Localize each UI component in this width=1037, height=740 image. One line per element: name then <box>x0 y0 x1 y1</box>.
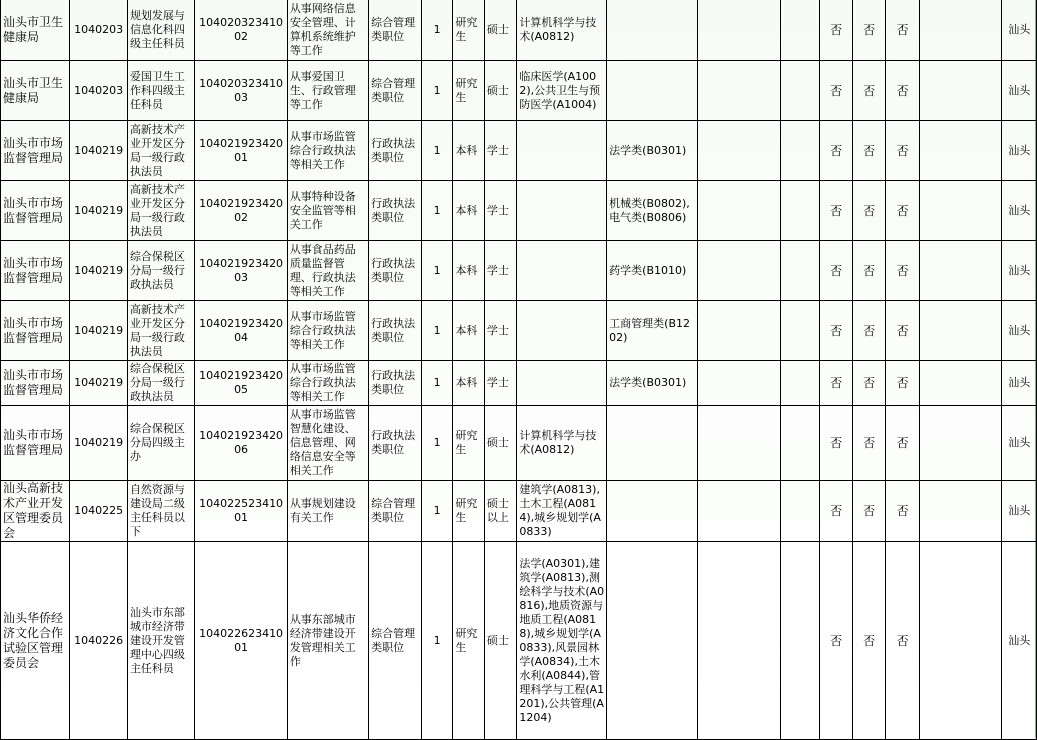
major-graduate-cell[interactable] <box>517 361 607 406</box>
table-row <box>1 542 1037 740</box>
table-row <box>1 481 1037 542</box>
major-bachelor-cell[interactable]: 药学类(B1010) <box>607 241 698 301</box>
post-code-cell[interactable]: 10402192342003 <box>195 241 287 301</box>
duty-cell[interactable]: 从事爱国卫生、行政管理等工作 <box>287 61 368 121</box>
major-graduate-cell[interactable] <box>517 301 607 361</box>
education-cell[interactable]: 本科 <box>453 241 485 301</box>
agency-cell[interactable]: 汕头市市场监督管理局 <box>1 406 70 481</box>
region-cell[interactable]: 汕头 <box>1002 301 1037 361</box>
major-graduate-cell[interactable]: 计算机科学与技术(A0812) <box>517 406 607 481</box>
category-cell[interactable]: 行政执法类职位 <box>369 181 422 241</box>
major-bachelor-cell[interactable]: 法学类(B0301) <box>607 121 698 181</box>
agency-cell[interactable]: 汕头市市场监督管理局 <box>1 181 70 241</box>
count-cell[interactable]: 1 <box>421 61 452 121</box>
post-code-cell[interactable]: 10402192342002 <box>195 181 287 241</box>
post-name-cell[interactable]: 汕头市东部城市经济带建设开发管理中心四级主任科员 <box>127 542 194 740</box>
condition-2-cell[interactable]: 否 <box>852 181 885 241</box>
region-cell[interactable]: 汕头 <box>1002 61 1037 121</box>
table-row <box>1 0 1037 61</box>
duty-cell[interactable]: 从事市场监管智慧化建设、信息管理、网络信息安全等相关工作 <box>287 406 368 481</box>
duty-cell[interactable]: 从事市场监管综合行政执法等相关工作 <box>287 121 368 181</box>
degree-cell[interactable]: 学士 <box>484 181 516 241</box>
agency-cell[interactable]: 汕头市卫生健康局 <box>1 0 70 61</box>
table-row <box>1 406 1037 481</box>
table-row <box>1 61 1037 121</box>
major-graduate-cell[interactable]: 临床医学(A1002),公共卫生与预防医学(A1004) <box>517 61 607 121</box>
count-cell[interactable]: 1 <box>421 481 452 542</box>
agency-cell[interactable]: 汕头市市场监督管理局 <box>1 241 70 301</box>
empty-cell[interactable] <box>781 542 820 740</box>
condition-1-cell[interactable]: 否 <box>820 181 853 241</box>
category-cell[interactable]: 综合管理类职位 <box>369 0 422 61</box>
count-cell[interactable]: 1 <box>421 542 452 740</box>
major-bachelor-cell[interactable] <box>607 406 698 481</box>
region-cell[interactable]: 汕头 <box>1002 542 1037 740</box>
duty-cell[interactable]: 从事市场监管综合行政执法等相关工作 <box>287 361 368 406</box>
condition-2-cell[interactable]: 否 <box>852 406 885 481</box>
condition-2-cell[interactable]: 否 <box>852 481 885 542</box>
empty-cell[interactable] <box>919 481 1002 542</box>
region-cell[interactable]: 汕头 <box>1002 481 1037 542</box>
post-code-cell[interactable]: 10402032341003 <box>195 61 287 121</box>
condition-2-cell[interactable]: 否 <box>852 0 885 61</box>
major-college-cell[interactable] <box>697 181 781 241</box>
condition-1-cell[interactable]: 否 <box>820 241 853 301</box>
empty-cell[interactable] <box>781 241 820 301</box>
condition-1-cell[interactable]: 否 <box>820 301 853 361</box>
major-bachelor-cell[interactable]: 工商管理类(B1202) <box>607 301 698 361</box>
duty-cell[interactable]: 从事特种设备安全监管等相关工作 <box>287 181 368 241</box>
table-row <box>1 301 1037 361</box>
duty-cell[interactable]: 从事市场监管综合行政执法等相关工作 <box>287 301 368 361</box>
count-cell[interactable]: 1 <box>421 406 452 481</box>
condition-1-cell[interactable]: 否 <box>820 0 853 61</box>
condition-2-cell[interactable]: 否 <box>852 361 885 406</box>
agency-cell[interactable]: 汕头高新技术产业开发区管理委员会 <box>1 481 70 542</box>
education-cell[interactable]: 研究生 <box>453 406 485 481</box>
post-code-cell[interactable]: 10402192342001 <box>195 121 287 181</box>
post-code-cell[interactable]: 10402252341001 <box>195 481 287 542</box>
major-bachelor-cell[interactable]: 法学类(B0301) <box>607 361 698 406</box>
condition-2-cell[interactable]: 否 <box>852 121 885 181</box>
major-graduate-cell[interactable] <box>517 241 607 301</box>
duty-cell[interactable]: 从事食品药品质量监督管理、行政执法等相关工作 <box>287 241 368 301</box>
duty-cell[interactable]: 从事东部城市经济带建设开发管理相关工作 <box>287 542 368 740</box>
post-code-cell[interactable]: 10402262341001 <box>195 542 287 740</box>
count-cell[interactable]: 1 <box>421 301 452 361</box>
table-row <box>1 121 1037 181</box>
major-college-cell[interactable] <box>697 361 781 406</box>
condition-3-cell[interactable]: 否 <box>886 361 919 406</box>
major-bachelor-cell[interactable]: 机械类(B0802),电气类(B0806) <box>607 181 698 241</box>
empty-cell[interactable] <box>781 121 820 181</box>
unit-code-cell[interactable]: 1040203 <box>70 0 128 61</box>
empty-cell[interactable] <box>781 181 820 241</box>
empty-cell[interactable] <box>781 61 820 121</box>
unit-code-cell[interactable]: 1040219 <box>70 241 128 301</box>
unit-code-cell[interactable]: 1040203 <box>70 61 128 121</box>
major-bachelor-cell[interactable] <box>607 61 698 121</box>
agency-cell[interactable]: 汕头华侨经济文化合作试验区管理委员会 <box>1 542 70 740</box>
post-code-cell[interactable]: 10402192342006 <box>195 406 287 481</box>
category-cell[interactable]: 行政执法类职位 <box>369 241 422 301</box>
region-cell[interactable]: 汕头 <box>1002 361 1037 406</box>
education-cell[interactable]: 研究生 <box>453 0 485 61</box>
empty-cell[interactable] <box>919 181 1002 241</box>
major-college-cell[interactable] <box>697 241 781 301</box>
empty-cell[interactable] <box>919 121 1002 181</box>
condition-2-cell[interactable]: 否 <box>852 241 885 301</box>
category-cell[interactable]: 综合管理类职位 <box>369 481 422 542</box>
category-cell[interactable]: 行政执法类职位 <box>369 361 422 406</box>
major-college-cell[interactable] <box>697 481 781 542</box>
empty-cell[interactable] <box>919 241 1002 301</box>
education-cell[interactable]: 研究生 <box>453 61 485 121</box>
major-college-cell[interactable] <box>697 121 781 181</box>
education-cell[interactable]: 本科 <box>453 181 485 241</box>
post-name-cell[interactable]: 综合保税区分局一级行政执法员 <box>127 361 194 406</box>
condition-3-cell[interactable]: 否 <box>886 61 919 121</box>
agency-cell[interactable]: 汕头市卫生健康局 <box>1 61 70 121</box>
duty-cell[interactable]: 从事网络信息安全管理、计算机系统维护等工作 <box>287 0 368 61</box>
unit-code-cell[interactable]: 1040219 <box>70 406 128 481</box>
count-cell[interactable]: 1 <box>421 0 452 61</box>
unit-code-cell[interactable]: 1040219 <box>70 121 128 181</box>
degree-cell[interactable]: 硕士 <box>484 61 516 121</box>
empty-cell[interactable] <box>919 61 1002 121</box>
condition-3-cell[interactable]: 否 <box>886 406 919 481</box>
condition-3-cell[interactable]: 否 <box>886 181 919 241</box>
post-name-cell[interactable]: 爱国卫生工作科四级主任科员 <box>127 61 194 121</box>
condition-3-cell[interactable]: 否 <box>886 0 919 61</box>
agency-cell[interactable]: 汕头市市场监督管理局 <box>1 121 70 181</box>
empty-cell[interactable] <box>919 542 1002 740</box>
post-name-cell[interactable]: 综合保税区分局一级行政执法员 <box>127 241 194 301</box>
degree-cell[interactable]: 硕士以上 <box>484 481 516 542</box>
post-name-cell[interactable]: 规划发展与信息化科四级主任科员 <box>127 0 194 61</box>
unit-code-cell[interactable]: 1040225 <box>70 481 128 542</box>
major-graduate-cell[interactable]: 法学(A0301),建筑学(A0813),测绘科学与技术(A0816),地质资源与地质工程(A0818),城乡规划学(A0833),风景园林学(A0834),土木水利(A0844),管理科学与工程(A1201),公共管理(A1204) <box>517 542 607 740</box>
post-name-cell[interactable]: 高新技术产业开发区分局一级行政执法员 <box>127 121 194 181</box>
condition-3-cell[interactable]: 否 <box>886 301 919 361</box>
empty-cell[interactable] <box>781 406 820 481</box>
degree-cell[interactable]: 硕士 <box>484 406 516 481</box>
post-code-cell[interactable]: 10402192342004 <box>195 301 287 361</box>
condition-1-cell[interactable]: 否 <box>820 121 853 181</box>
table-row <box>1 241 1037 301</box>
post-code-cell[interactable]: 10402032341002 <box>195 0 287 61</box>
degree-cell[interactable]: 学士 <box>484 361 516 406</box>
condition-2-cell[interactable]: 否 <box>852 61 885 121</box>
education-cell[interactable]: 研究生 <box>453 481 485 542</box>
category-cell[interactable]: 行政执法类职位 <box>369 406 422 481</box>
empty-cell[interactable] <box>781 0 820 61</box>
unit-code-cell[interactable]: 1040226 <box>70 542 128 740</box>
condition-1-cell[interactable]: 否 <box>820 542 853 740</box>
condition-3-cell[interactable]: 否 <box>886 481 919 542</box>
count-cell[interactable]: 1 <box>421 361 452 406</box>
post-name-cell[interactable]: 综合保税区分局四级主办 <box>127 406 194 481</box>
education-cell[interactable]: 本科 <box>453 121 485 181</box>
condition-3-cell[interactable]: 否 <box>886 542 919 740</box>
condition-1-cell[interactable]: 否 <box>820 361 853 406</box>
condition-1-cell[interactable]: 否 <box>820 406 853 481</box>
region-cell[interactable]: 汕头 <box>1002 121 1037 181</box>
empty-cell[interactable] <box>919 301 1002 361</box>
count-cell[interactable]: 1 <box>421 181 452 241</box>
education-cell[interactable]: 本科 <box>453 301 485 361</box>
degree-cell[interactable]: 硕士 <box>484 0 516 61</box>
condition-1-cell[interactable]: 否 <box>820 481 853 542</box>
degree-cell[interactable]: 学士 <box>484 301 516 361</box>
empty-cell[interactable] <box>781 361 820 406</box>
count-cell[interactable]: 1 <box>421 241 452 301</box>
education-cell[interactable]: 本科 <box>453 361 485 406</box>
major-college-cell[interactable] <box>697 406 781 481</box>
category-cell[interactable]: 行政执法类职位 <box>369 301 422 361</box>
major-graduate-cell[interactable]: 计算机科学与技术(A0812) <box>517 0 607 61</box>
major-college-cell[interactable] <box>697 301 781 361</box>
degree-cell[interactable]: 学士 <box>484 241 516 301</box>
category-cell[interactable]: 行政执法类职位 <box>369 121 422 181</box>
major-bachelor-cell[interactable] <box>607 542 698 740</box>
empty-cell[interactable] <box>781 301 820 361</box>
education-cell[interactable]: 研究生 <box>453 542 485 740</box>
agency-cell[interactable]: 汕头市市场监督管理局 <box>1 361 70 406</box>
condition-3-cell[interactable]: 否 <box>886 241 919 301</box>
post-name-cell[interactable]: 高新技术产业开发区分局一级行政执法员 <box>127 301 194 361</box>
post-code-cell[interactable]: 10402192342005 <box>195 361 287 406</box>
empty-cell[interactable] <box>919 406 1002 481</box>
major-college-cell[interactable] <box>697 61 781 121</box>
unit-code-cell[interactable]: 1040219 <box>70 361 128 406</box>
count-cell[interactable]: 1 <box>421 121 452 181</box>
category-cell[interactable]: 综合管理类职位 <box>369 542 422 740</box>
post-name-cell[interactable]: 高新技术产业开发区分局一级行政执法员 <box>127 181 194 241</box>
major-college-cell[interactable] <box>697 0 781 61</box>
post-name-cell[interactable]: 自然资源与建设局二级主任科员以下 <box>127 481 194 542</box>
major-college-cell[interactable] <box>697 542 781 740</box>
region-cell[interactable]: 汕头 <box>1002 406 1037 481</box>
region-cell[interactable]: 汕头 <box>1002 241 1037 301</box>
major-graduate-cell[interactable] <box>517 181 607 241</box>
unit-code-cell[interactable]: 1040219 <box>70 301 128 361</box>
condition-2-cell[interactable]: 否 <box>852 301 885 361</box>
agency-cell[interactable]: 汕头市市场监督管理局 <box>1 301 70 361</box>
major-graduate-cell[interactable] <box>517 121 607 181</box>
category-cell[interactable]: 综合管理类职位 <box>369 61 422 121</box>
table-row <box>1 361 1037 406</box>
region-cell[interactable]: 汕头 <box>1002 181 1037 241</box>
major-bachelor-cell[interactable] <box>607 481 698 542</box>
condition-2-cell[interactable]: 否 <box>852 542 885 740</box>
condition-1-cell[interactable]: 否 <box>820 61 853 121</box>
empty-cell[interactable] <box>919 361 1002 406</box>
region-cell[interactable]: 汕头 <box>1002 0 1037 61</box>
major-bachelor-cell[interactable] <box>607 0 698 61</box>
condition-3-cell[interactable]: 否 <box>886 121 919 181</box>
empty-cell[interactable] <box>919 0 1002 61</box>
degree-cell[interactable]: 学士 <box>484 121 516 181</box>
unit-code-cell[interactable]: 1040219 <box>70 181 128 241</box>
table-row <box>1 181 1037 241</box>
major-graduate-cell[interactable]: 建筑学(A0813),土木工程(A0814),城乡规划学(A0833) <box>517 481 607 542</box>
degree-cell[interactable]: 硕士 <box>484 542 516 740</box>
empty-cell[interactable] <box>781 481 820 542</box>
duty-cell[interactable]: 从事规划建设有关工作 <box>287 481 368 542</box>
